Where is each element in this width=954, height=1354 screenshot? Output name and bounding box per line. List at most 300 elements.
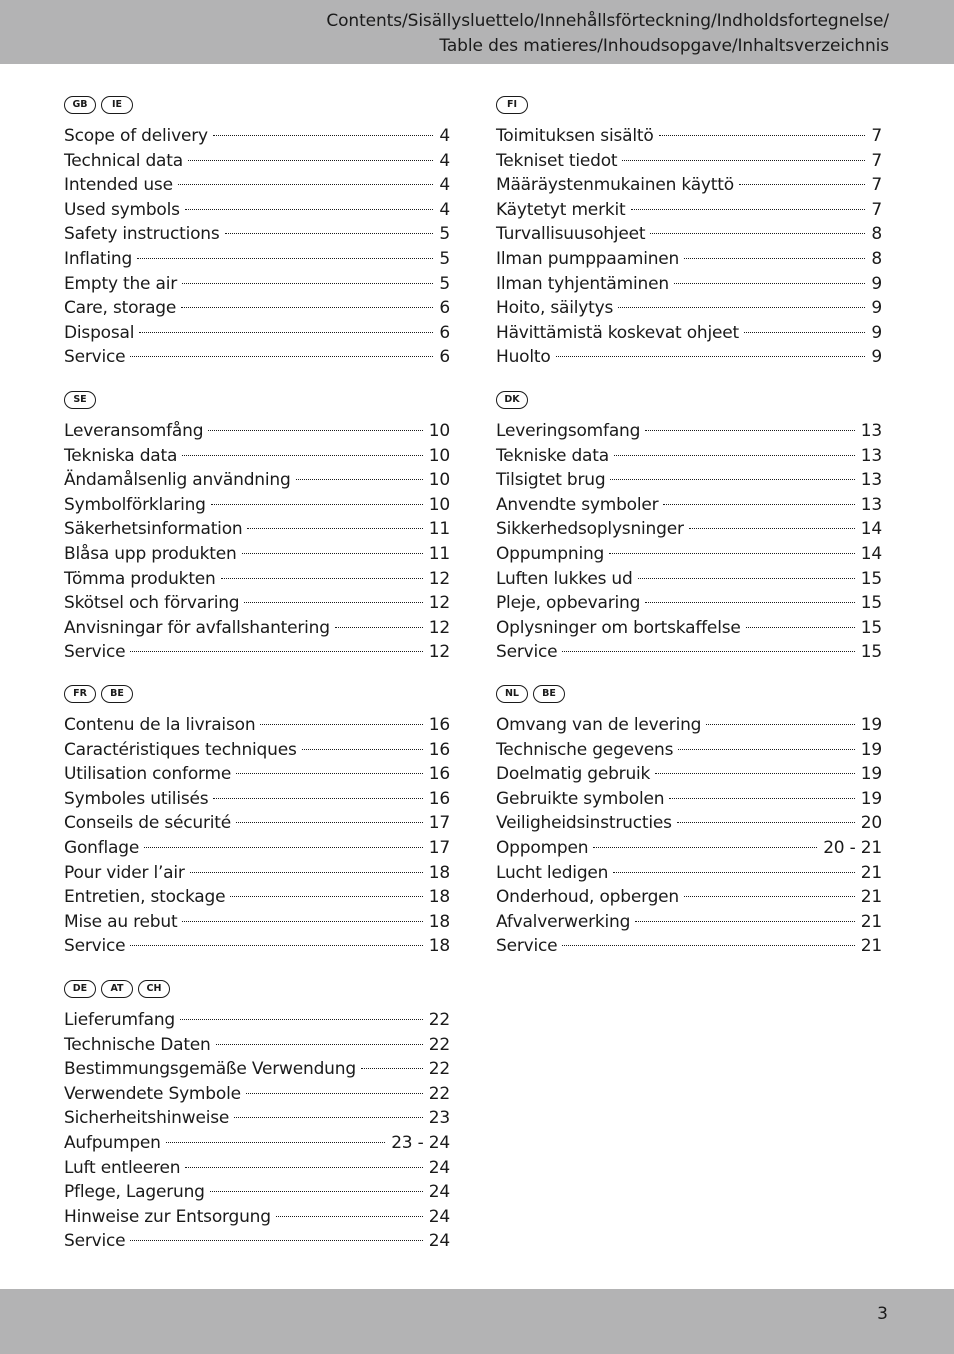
toc-entry-title: Contenu de la livraison: [64, 715, 256, 735]
toc-entry-page: 17: [428, 813, 450, 834]
dot-leader: [182, 283, 433, 284]
country-code-badge: GB: [64, 96, 96, 114]
toc-entry-page: 5: [439, 224, 450, 245]
toc-entry: [64, 272, 450, 297]
toc-entry-title: Utilisation conforme: [64, 764, 232, 785]
toc-entry: [64, 222, 450, 247]
toc-entry-page: 21: [860, 936, 882, 957]
toc-entry-page: 21: [860, 911, 882, 932]
country-code-badge: NL: [496, 685, 528, 703]
toc-entry-page: 14: [860, 519, 882, 540]
country-code-badge: DK: [496, 391, 528, 409]
toc-entry-page: 15: [860, 568, 882, 589]
toc-entry: [496, 321, 882, 346]
dot-leader: [260, 724, 422, 725]
toc-entry: [64, 1033, 450, 1058]
toc-entry: [496, 836, 882, 861]
page-number: 3: [877, 1304, 888, 1324]
dot-leader: [166, 1142, 385, 1143]
country-badges: [496, 685, 882, 705]
toc-entry-title: Leveringsomfang: [496, 421, 641, 441]
toc-entry: [64, 1229, 450, 1254]
country-code-badge: SE: [64, 391, 96, 409]
dot-leader: [669, 798, 854, 799]
toc-entry: [64, 861, 450, 886]
toc-entry-title: Anvisningar för avfallshantering: [64, 617, 330, 638]
toc-entry-title: Huolto: [496, 347, 551, 368]
toc-entry-title: Doelmatig gebruik: [496, 764, 651, 785]
toc-entry: [64, 517, 450, 542]
toc-entry: [496, 616, 882, 641]
toc-entry-title: Hoito, säilytys: [496, 298, 614, 319]
toc-entry-title: Used symbols: [64, 199, 180, 220]
toc-entry-page: 20: [860, 813, 882, 834]
toc-entry-page: 19: [860, 764, 882, 785]
toc-entry: [64, 910, 450, 935]
toc-entry: [496, 419, 882, 444]
toc-entry-page: 16: [428, 764, 450, 785]
dot-leader: [706, 724, 854, 725]
toc-entry: [64, 640, 450, 665]
dot-leader: [593, 847, 817, 848]
toc-entry-title: Mise au rebut: [64, 911, 178, 932]
toc-entry-title: Aufpumpen: [64, 1132, 161, 1153]
toc-entry-page: 13: [860, 421, 882, 441]
toc-entry: [496, 934, 882, 959]
toc-entry-page: 24: [428, 1157, 450, 1178]
header-title-line-2: Table des matieres/Inhoudsopgave/Inhaltsverzeichnis: [439, 36, 889, 56]
toc-entry-title: Säkerhetsinformation: [64, 519, 243, 540]
toc-entry-page: 10: [428, 421, 450, 441]
toc-entry-title: Service: [496, 936, 558, 957]
toc-entry-page: 24: [428, 1182, 450, 1203]
toc-entry-page: 7: [871, 175, 882, 196]
toc-entry-title: Pleje, opbevaring: [496, 593, 641, 614]
dot-leader: [236, 822, 423, 823]
dot-leader: [663, 504, 854, 505]
dot-leader: [137, 258, 433, 259]
country-badges: [64, 391, 450, 411]
toc-entry-title: Käytetyt merkit: [496, 199, 626, 220]
dot-leader: [130, 1240, 422, 1241]
toc-entry: [496, 468, 882, 493]
toc-entry: [64, 1205, 450, 1230]
toc-entry-title: Caractéristiques techniques: [64, 739, 297, 760]
dot-leader: [180, 1019, 423, 1020]
toc-entry-page: 9: [871, 298, 882, 319]
toc-entry-page: 24: [428, 1206, 450, 1227]
header-bar: [0, 0, 954, 64]
toc-entry-page: 16: [428, 715, 450, 735]
toc-entry-page: 4: [439, 150, 450, 171]
toc-entry: [64, 1156, 450, 1181]
dot-leader: [230, 896, 422, 897]
toc-entry-title: Skötsel och förvaring: [64, 593, 240, 614]
toc-entry-title: Symbolförklaring: [64, 494, 206, 515]
toc-entry-page: 19: [860, 715, 882, 735]
toc-entry-page: 4: [439, 126, 450, 146]
toc-entry-page: 7: [871, 150, 882, 171]
toc-entry: [64, 567, 450, 592]
toc-entry-title: Hävittämistä koskevat ohjeet: [496, 322, 739, 343]
toc-entry-page: 9: [871, 322, 882, 343]
toc-entry-title: Oplysninger om bortskaffelse: [496, 617, 741, 638]
dot-leader: [242, 553, 423, 554]
toc-entry-page: 10: [428, 445, 450, 466]
toc-entry-title: Luften lukkes ud: [496, 568, 633, 589]
toc-entry-title: Tekniske data: [496, 445, 609, 466]
dot-leader: [677, 822, 855, 823]
dot-leader: [130, 651, 422, 652]
toc-entry: [64, 345, 450, 370]
dot-leader: [645, 602, 855, 603]
toc-entry-title: Technical data: [64, 150, 183, 171]
dot-leader: [678, 749, 855, 750]
dot-leader: [562, 945, 854, 946]
dot-leader: [645, 430, 855, 431]
toc-entry-title: Scope of delivery: [64, 126, 208, 146]
toc-entry: [496, 738, 882, 763]
dot-leader: [635, 921, 855, 922]
toc-entry: [496, 345, 882, 370]
country-code-badge: BE: [101, 685, 133, 703]
toc-entry: [64, 1082, 450, 1107]
toc-entry-title: Technische gegevens: [496, 739, 674, 760]
toc-entry: [64, 1131, 450, 1156]
toc-entry-page: 17: [428, 837, 450, 858]
header-title-line-1: Contents/Sisällysluettelo/Innehållsförteckning/Indholdsfortegnelse/: [326, 11, 889, 31]
dot-leader: [622, 160, 865, 161]
country-badges: [64, 96, 450, 116]
toc-entry: [496, 222, 882, 247]
dot-leader: [185, 209, 434, 210]
dot-leader: [181, 307, 433, 308]
toc-entry-title: Luft entleeren: [64, 1157, 181, 1178]
dot-leader: [221, 578, 423, 579]
toc-entry-title: Safety instructions: [64, 224, 220, 245]
toc-entry: [496, 713, 882, 738]
toc-entry-page: 12: [428, 642, 450, 663]
toc-entry: [496, 542, 882, 567]
country-badges: [496, 96, 882, 116]
toc-entry: [496, 861, 882, 886]
toc-entry-page: 12: [428, 617, 450, 638]
toc-section-fi: [496, 96, 882, 370]
dot-leader: [631, 209, 866, 210]
toc-entry: [64, 124, 450, 149]
toc-entry-page: 11: [428, 519, 450, 540]
toc-entry-page: 4: [439, 175, 450, 196]
toc-entry-title: Gebruikte symbolen: [496, 788, 665, 809]
toc-entry: [64, 321, 450, 346]
dot-leader: [182, 921, 422, 922]
dot-leader: [130, 356, 433, 357]
toc-entry: [496, 517, 882, 542]
toc-entry: [64, 885, 450, 910]
toc-entry: [496, 787, 882, 812]
dot-leader: [744, 332, 865, 333]
dot-leader: [562, 651, 854, 652]
toc-entry: [64, 1106, 450, 1131]
toc-entry-page: 18: [428, 862, 450, 883]
toc-entry: [496, 124, 882, 149]
toc-entry-page: 9: [871, 347, 882, 368]
toc-entry-title: Empty the air: [64, 273, 178, 294]
dot-leader: [296, 479, 423, 480]
toc-entry-title: Turvallisuusohjeet: [496, 224, 646, 245]
toc-entry: [496, 591, 882, 616]
toc-entry: [64, 173, 450, 198]
toc-entry-page: 6: [439, 347, 450, 368]
toc-entry: [496, 149, 882, 174]
toc-entry: [64, 836, 450, 861]
toc-entry-title: Pflege, Lagerung: [64, 1182, 205, 1203]
toc-entry-title: Toimituksen sisältö: [496, 126, 654, 146]
dot-leader: [556, 356, 866, 357]
toc-section-de-at-ch: [64, 980, 450, 1254]
toc-entry: [64, 198, 450, 223]
toc-entry-title: Oppumpning: [496, 543, 605, 564]
toc-entry: [64, 934, 450, 959]
toc-entry: [496, 910, 882, 935]
toc-entry-title: Sikkerhedsoplysninger: [496, 519, 684, 540]
toc-entry-page: 21: [860, 887, 882, 908]
toc-entry-page: 22: [428, 1034, 450, 1055]
toc-entry-page: 13: [860, 494, 882, 515]
country-code-badge: IE: [101, 96, 133, 114]
toc-entry-page: 20 - 21: [823, 837, 882, 858]
toc-entry-title: Inflating: [64, 248, 133, 269]
toc-entry: [64, 419, 450, 444]
toc-entry-title: Anvendte symboler: [496, 494, 659, 515]
toc-section-fr-be: [64, 685, 450, 959]
toc-entry: [64, 247, 450, 272]
toc-entry-page: 15: [860, 593, 882, 614]
toc-entry-page: 10: [428, 470, 450, 491]
toc-entry-title: Tömma produkten: [64, 568, 216, 589]
toc-entry: [64, 468, 450, 493]
toc-entry-page: 5: [439, 273, 450, 294]
toc-entry: [496, 296, 882, 321]
dot-leader: [208, 430, 422, 431]
dot-leader: [609, 553, 855, 554]
dot-leader: [618, 307, 865, 308]
toc-entry-title: Leveransomfång: [64, 421, 204, 441]
dot-leader: [613, 872, 855, 873]
country-code-badge: BE: [533, 685, 565, 703]
toc-entry-page: 19: [860, 788, 882, 809]
dot-leader: [211, 504, 423, 505]
toc-entry-title: Service: [64, 936, 126, 957]
country-code-badge: CH: [138, 980, 170, 998]
toc-entry-title: Veiligheidsinstructies: [496, 813, 672, 834]
toc-entry-title: Omvang van de levering: [496, 715, 702, 735]
toc-entry: [496, 247, 882, 272]
toc-entry-title: Technische Daten: [64, 1034, 211, 1055]
dot-leader: [225, 233, 434, 234]
country-code-badge: FR: [64, 685, 96, 703]
toc-entry-title: Ilman tyhjentäminen: [496, 273, 669, 294]
dot-leader: [674, 283, 865, 284]
dot-leader: [684, 896, 855, 897]
toc-entry-page: 18: [428, 911, 450, 932]
footer-bar: [0, 1289, 954, 1354]
toc-entry-page: 4: [439, 199, 450, 220]
toc-entry-title: Pour vider l’air: [64, 862, 185, 883]
dot-leader: [213, 135, 434, 136]
country-code-badge: DE: [64, 980, 96, 998]
toc-entry-title: Hinweise zur Entsorgung: [64, 1206, 271, 1227]
toc-entry-page: 15: [860, 617, 882, 638]
toc-entry-page: 6: [439, 298, 450, 319]
toc-entry-page: 8: [871, 248, 882, 269]
toc-entry-page: 22: [428, 1083, 450, 1104]
toc-entry-title: Verwendete Symbole: [64, 1083, 241, 1104]
dot-leader: [247, 528, 422, 529]
toc-entry: [496, 762, 882, 787]
toc-entry-title: Lieferumfang: [64, 1010, 175, 1030]
toc-entry: [64, 444, 450, 469]
dot-leader: [739, 184, 865, 185]
toc-entry-page: 22: [428, 1059, 450, 1080]
toc-entry-page: 16: [428, 788, 450, 809]
country-badges: [496, 391, 882, 411]
toc-entry-title: Tilsigtet brug: [496, 470, 606, 491]
toc-entry-title: Care, storage: [64, 298, 177, 319]
toc-entry-page: 21: [860, 862, 882, 883]
toc-entry-title: Symboles utilisés: [64, 788, 209, 809]
toc-entry: [64, 1180, 450, 1205]
dot-leader: [276, 1216, 423, 1217]
toc-entry: [64, 296, 450, 321]
toc-entry: [64, 591, 450, 616]
toc-section-dk: [496, 391, 882, 665]
dot-leader: [650, 233, 865, 234]
dot-leader: [139, 332, 433, 333]
toc-entry-page: 14: [860, 543, 882, 564]
dot-leader: [246, 1093, 423, 1094]
toc-entry-title: Conseils de sécurité: [64, 813, 231, 834]
toc-entry: [496, 173, 882, 198]
toc-entry: [496, 493, 882, 518]
dot-leader: [614, 455, 855, 456]
toc-entry-page: 18: [428, 936, 450, 957]
toc-entry-title: Onderhoud, opbergen: [496, 887, 680, 908]
toc-entry-page: 23: [428, 1108, 450, 1129]
toc-entry-title: Service: [496, 642, 558, 663]
dot-leader: [234, 1117, 423, 1118]
toc-section-nl-be: [496, 685, 882, 959]
toc-entry: [496, 885, 882, 910]
dot-leader: [655, 773, 855, 774]
toc-entry-title: Service: [64, 1231, 126, 1252]
toc-entry: [64, 738, 450, 763]
toc-entry-title: Disposal: [64, 322, 135, 343]
toc-entry: [64, 811, 450, 836]
dot-leader: [610, 479, 854, 480]
toc-entry-page: 18: [428, 887, 450, 908]
dot-leader: [236, 773, 423, 774]
toc-section-se: [64, 391, 450, 665]
toc-entry: [64, 713, 450, 738]
toc-entry-page: 13: [860, 445, 882, 466]
toc-entry-page: 11: [428, 543, 450, 564]
dot-leader: [746, 627, 855, 628]
toc-entry: [64, 149, 450, 174]
toc-entry-page: 23 - 24: [391, 1132, 450, 1153]
toc-entry-title: Tekniska data: [64, 445, 178, 466]
toc-entry-title: Blåsa upp produkten: [64, 543, 237, 564]
dot-leader: [689, 528, 855, 529]
toc-entry-page: 8: [871, 224, 882, 245]
country-badges: [64, 685, 450, 705]
toc-entry: [496, 198, 882, 223]
dot-leader: [659, 135, 866, 136]
dot-leader: [144, 847, 423, 848]
toc-entry-page: 9: [871, 273, 882, 294]
toc-entry-title: Gonflage: [64, 837, 140, 858]
toc-entry: [64, 787, 450, 812]
toc-entry-page: 13: [860, 470, 882, 491]
dot-leader: [361, 1068, 423, 1069]
toc-entry: [64, 1057, 450, 1082]
country-code-badge: FI: [496, 96, 528, 114]
toc-entry: [64, 616, 450, 641]
dot-leader: [684, 258, 865, 259]
dot-leader: [190, 872, 423, 873]
toc-entry-page: 7: [871, 199, 882, 220]
toc-entry-page: 6: [439, 322, 450, 343]
toc-entry-title: Lucht ledigen: [496, 862, 609, 883]
toc-entry-title: Ilman pumppaaminen: [496, 248, 680, 269]
toc-entry-page: 7: [871, 126, 882, 146]
toc-entry-page: 19: [860, 739, 882, 760]
toc-entry: [64, 762, 450, 787]
toc-entry-page: 15: [860, 642, 882, 663]
dot-leader: [244, 602, 422, 603]
dot-leader: [188, 160, 433, 161]
toc-entry-page: 16: [428, 739, 450, 760]
toc-entry: [64, 493, 450, 518]
toc-entry: [496, 811, 882, 836]
toc-entry-title: Sicherheitshinweise: [64, 1108, 230, 1129]
toc-entry-title: Entretien, stockage: [64, 887, 226, 908]
toc-entry-title: Afvalverwerking: [496, 911, 631, 932]
toc-entry: [496, 272, 882, 297]
country-code-badge: AT: [101, 980, 133, 998]
dot-leader: [302, 749, 423, 750]
toc-entry-page: 12: [428, 568, 450, 589]
toc-entry-page: 12: [428, 593, 450, 614]
toc-entry: [496, 567, 882, 592]
toc-entry-title: Intended use: [64, 175, 173, 196]
toc-entry-title: Oppompen: [496, 837, 589, 858]
dot-leader: [185, 1167, 422, 1168]
toc-section-gb-ie: [64, 96, 450, 370]
dot-leader: [210, 1191, 423, 1192]
toc-entry: [64, 542, 450, 567]
toc-entry-page: 24: [428, 1231, 450, 1252]
dot-leader: [213, 798, 422, 799]
toc-entry-title: Service: [64, 347, 126, 368]
dot-leader: [638, 578, 855, 579]
toc-entry-title: Service: [64, 642, 126, 663]
toc-entry: [496, 640, 882, 665]
toc-entry: [496, 444, 882, 469]
toc-entry-title: Tekniset tiedot: [496, 150, 618, 171]
toc-entry-page: 10: [428, 494, 450, 515]
toc-entry-title: Ändamålsenlig användning: [64, 470, 291, 491]
